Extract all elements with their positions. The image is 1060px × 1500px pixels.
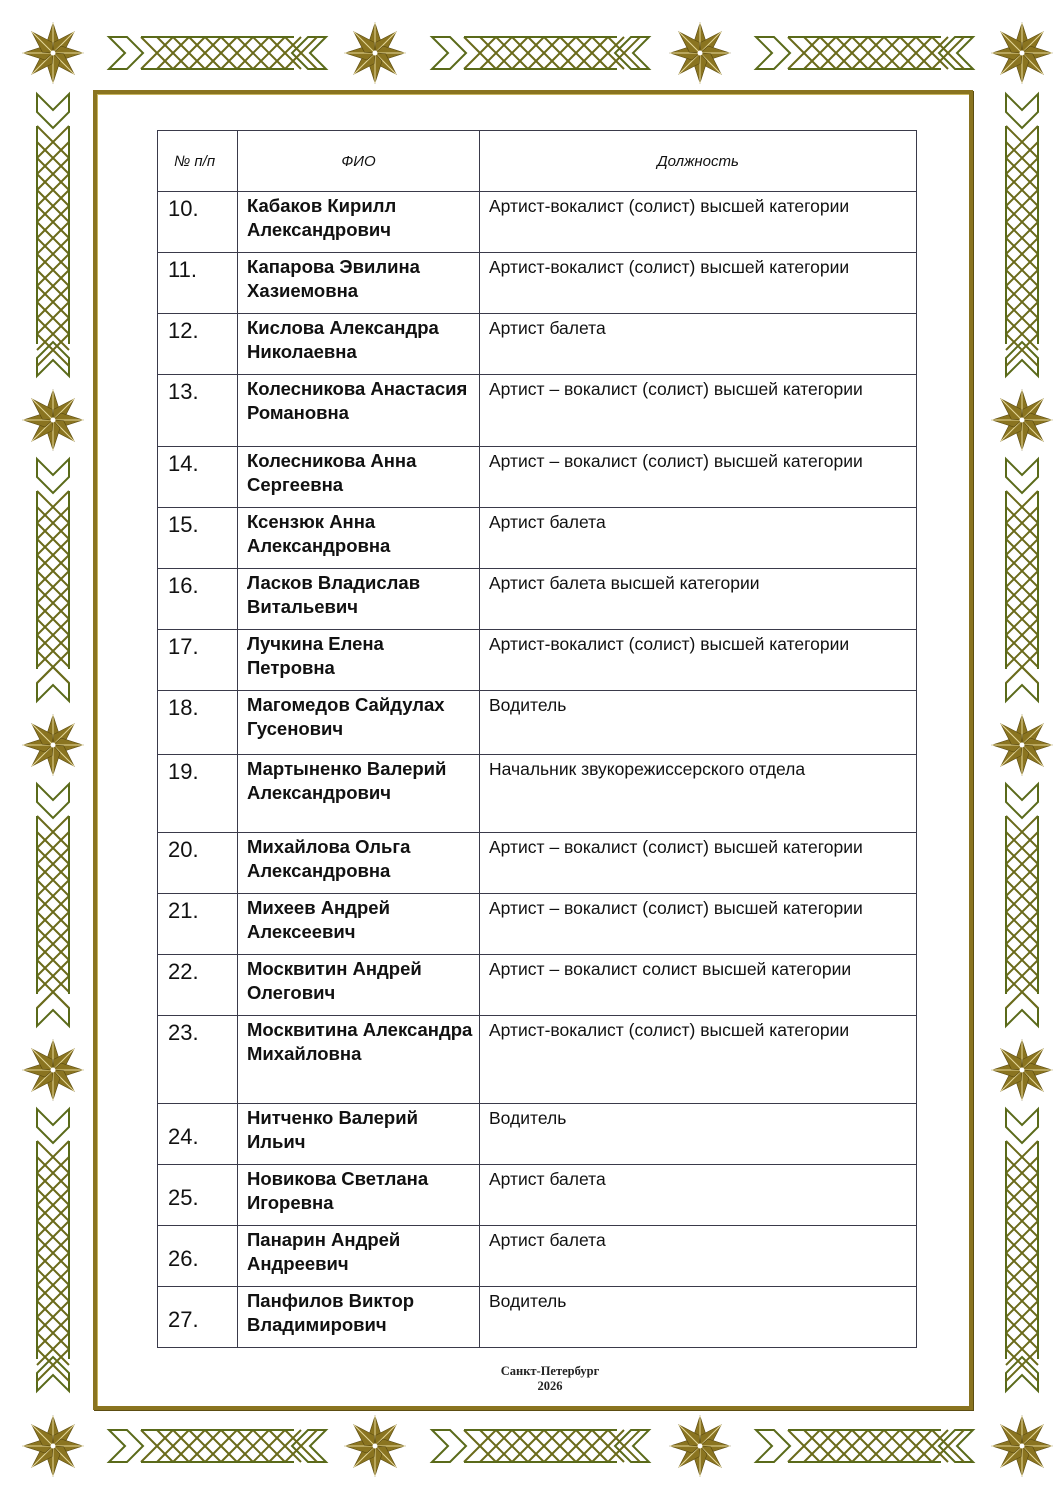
knot-band-ornament — [752, 31, 977, 75]
table-row — [158, 192, 917, 253]
employee-position: Артист-вокалист (солист) высшей категории — [480, 253, 917, 314]
employee-name: Кабаков Кирилл Александрович — [238, 192, 480, 253]
employee-name: Колесникова Анна Сергеевна — [238, 447, 480, 508]
employee-position: Артист-вокалист (солист) высшей категории — [480, 630, 917, 691]
knot-band-ornament — [31, 1105, 75, 1395]
employee-position: Водитель — [480, 1287, 917, 1348]
employee-position: Артист-вокалист (солист) высшей категории — [480, 192, 917, 253]
knot-band-ornament — [105, 1424, 330, 1468]
table-row — [158, 691, 917, 755]
star-ornament-icon — [21, 713, 85, 777]
employee-name: Ксензюк Анна Александровна — [238, 508, 480, 569]
star-ornament-icon — [990, 21, 1054, 85]
table-row — [158, 894, 917, 955]
employee-name: Нитченко Валерий Ильич — [238, 1104, 480, 1165]
row-number: 17. — [158, 630, 238, 691]
employee-position: Начальник звукорежиссерского отдела — [480, 755, 917, 833]
table-row — [158, 955, 917, 1016]
table-row — [158, 508, 917, 569]
employee-name: Панфилов Виктор Владимирович — [238, 1287, 480, 1348]
table-row — [158, 1104, 917, 1165]
table-row — [158, 1165, 917, 1226]
employee-position: Артист балета — [480, 314, 917, 375]
row-number: 15. — [158, 508, 238, 569]
knot-band-ornament — [31, 90, 75, 380]
knot-band-ornament — [428, 31, 653, 75]
row-number: 27. — [158, 1287, 238, 1348]
knot-band-ornament — [1000, 1105, 1044, 1395]
star-ornament-icon — [990, 1038, 1054, 1102]
employee-position: Артист балета — [480, 508, 917, 569]
table-row — [158, 1287, 917, 1348]
employee-position: Артист – вокалист солист высшей категории — [480, 955, 917, 1016]
employee-name: Михайлова Ольга Александровна — [238, 833, 480, 894]
header-position: Должность — [480, 131, 917, 192]
header-number: № п/п — [158, 131, 238, 192]
employee-name: Ласков Владислав Витальевич — [238, 569, 480, 630]
star-ornament-icon — [21, 388, 85, 452]
employee-name: Капарова Эвилина Хазиемовна — [238, 253, 480, 314]
employee-position: Артист балета — [480, 1165, 917, 1226]
row-number: 10. — [158, 192, 238, 253]
star-ornament-icon — [343, 1414, 407, 1478]
knot-band-ornament — [1000, 90, 1044, 380]
row-number: 16. — [158, 569, 238, 630]
employee-position: Артист – вокалист (солист) высшей категории — [480, 447, 917, 508]
employee-name: Новикова Светлана Игоревна — [238, 1165, 480, 1226]
star-ornament-icon — [21, 1414, 85, 1478]
table-row — [158, 569, 917, 630]
knot-band-ornament — [31, 780, 75, 1030]
star-ornament-icon — [990, 1414, 1054, 1478]
row-number: 13. — [158, 375, 238, 447]
table-row — [158, 375, 917, 447]
employee-position: Артист-вокалист (солист) высшей категории — [480, 1016, 917, 1104]
table-header-row — [158, 131, 917, 192]
knot-band-ornament — [752, 1424, 977, 1468]
footer — [430, 1364, 670, 1394]
employee-position: Артист – вокалист (солист) высшей категории — [480, 894, 917, 955]
employee-name: Колесникова Анастасия Романовна — [238, 375, 480, 447]
table-row — [158, 1016, 917, 1104]
knot-band-ornament — [105, 31, 330, 75]
employee-position: Артист – вокалист (солист) высшей категории — [480, 375, 917, 447]
row-number: 24. — [158, 1104, 238, 1165]
row-number: 20. — [158, 833, 238, 894]
employee-name: Москвитина Александра Михайловна — [238, 1016, 480, 1104]
star-ornament-icon — [668, 1414, 732, 1478]
row-number: 12. — [158, 314, 238, 375]
employee-name: Михеев Андрей Алексеевич — [238, 894, 480, 955]
table-row — [158, 253, 917, 314]
table-row — [158, 314, 917, 375]
star-ornament-icon — [990, 713, 1054, 777]
knot-band-ornament — [1000, 455, 1044, 705]
table-row — [158, 630, 917, 691]
employee-position: Артист балета высшей категории — [480, 569, 917, 630]
star-ornament-icon — [21, 21, 85, 85]
footer-city: Санкт-Петербург — [500, 1364, 600, 1378]
table-row — [158, 755, 917, 833]
star-ornament-icon — [343, 21, 407, 85]
row-number: 26. — [158, 1226, 238, 1287]
employee-position: Водитель — [480, 1104, 917, 1165]
row-number: 25. — [158, 1165, 238, 1226]
employee-name: Лучкина Елена Петровна — [238, 630, 480, 691]
row-number: 21. — [158, 894, 238, 955]
knot-band-ornament — [31, 455, 75, 705]
star-ornament-icon — [21, 1038, 85, 1102]
star-ornament-icon — [990, 388, 1054, 452]
row-number: 11. — [158, 253, 238, 314]
star-ornament-icon — [668, 21, 732, 85]
employee-name: Магомедов Сайдулах Гусенович — [238, 691, 480, 755]
row-number: 19. — [158, 755, 238, 833]
row-number: 23. — [158, 1016, 238, 1104]
row-number: 18. — [158, 691, 238, 755]
knot-band-ornament — [1000, 780, 1044, 1030]
employee-position: Водитель — [480, 691, 917, 755]
employee-name: Москвитин Андрей Олегович — [238, 955, 480, 1016]
row-number: 22. — [158, 955, 238, 1016]
header-name: ФИО — [238, 131, 480, 192]
table-row — [158, 1226, 917, 1287]
table-row — [158, 833, 917, 894]
employee-position: Артист балета — [480, 1226, 917, 1287]
employee-position: Артист – вокалист (солист) высшей категории — [480, 833, 917, 894]
employee-name: Кислова Александра Николаевна — [238, 314, 480, 375]
table-row — [158, 447, 917, 508]
employee-name: Панарин Андрей Андреевич — [238, 1226, 480, 1287]
footer-year: 2026 — [537, 1379, 563, 1393]
staff-table — [157, 130, 917, 1348]
row-number: 14. — [158, 447, 238, 508]
employee-name: Мартыненко Валерий Александрович — [238, 755, 480, 833]
knot-band-ornament — [428, 1424, 653, 1468]
